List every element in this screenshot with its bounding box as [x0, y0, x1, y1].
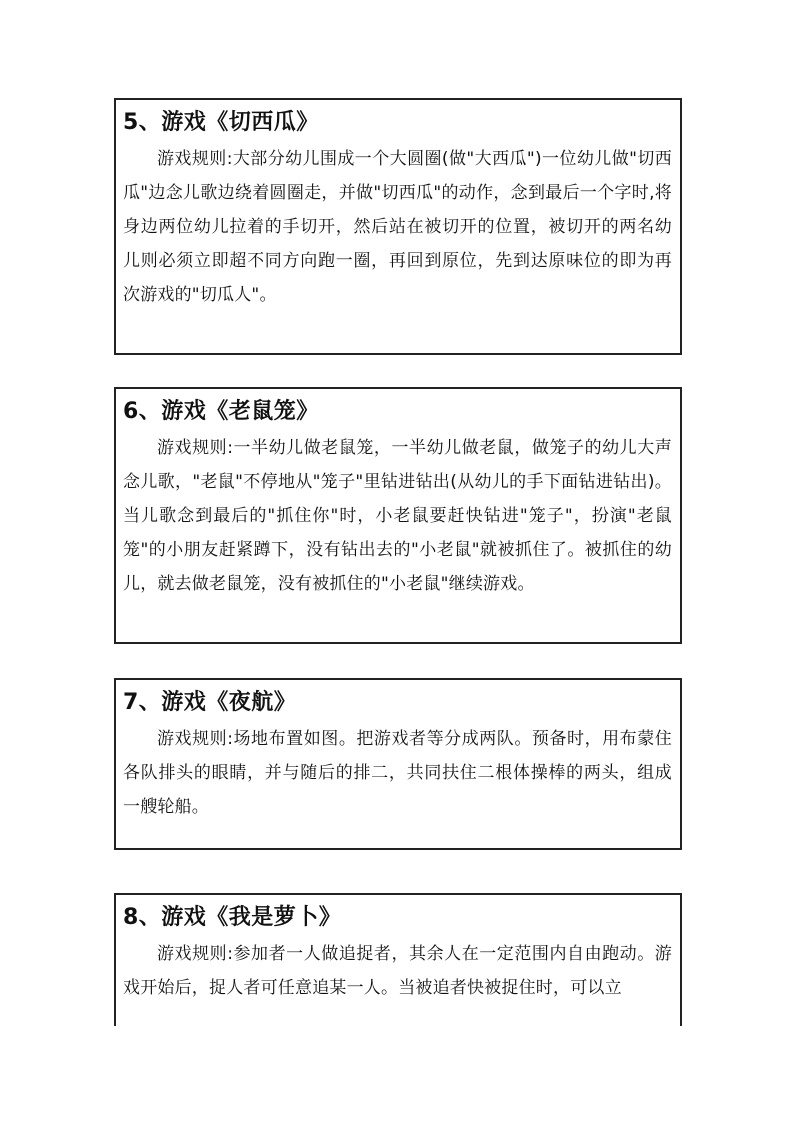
- section-title: 7、游戏《夜航》: [123, 690, 297, 715]
- section-body: 游戏规则:一半幼儿做老鼠笼，一半幼儿做老鼠，做笼子的幼儿大声念儿歌，"老鼠"不停地从"笼子"里钻进钻出(从幼儿的手下面钻进钻出)。当儿歌念到最后的"抓住你"时，小老鼠要赶快钻进"笼子"，扮演"老鼠笼"的小朋友赶紧蹲下，没有钻出去的"小老鼠"就被抓住了。被抓住的幼儿，就去做老鼠笼，没有被抓住的"小老鼠"继续游戏。: [123, 438, 672, 594]
- section-title: 6、游戏《老鼠笼》: [123, 399, 319, 424]
- game-section-8: [114, 893, 682, 1026]
- game-section-5: [114, 98, 682, 355]
- game-section-7: [114, 678, 682, 850]
- section-body: 游戏规则:场地布置如图。把游戏者等分成两队。预备时，用布蒙住各队排头的眼睛，并与随后的排二，共同扶住二根体操棒的两头，组成一艘轮船。: [123, 729, 672, 817]
- section-body: 游戏规则:参加者一人做追捉者，其余人在一定范围内自由跑动。游戏开始后，捉人者可任意追某一人。当被追者快被捉住时，可以立: [123, 944, 672, 998]
- game-section-6: [114, 387, 682, 644]
- section-title: 8、游戏《我是萝卜》: [123, 905, 342, 930]
- section-title: 5、游戏《切西瓜》: [123, 110, 319, 135]
- section-body: 游戏规则:大部分幼儿围成一个大圆圈(做"大西瓜")一位幼儿做"切西瓜"边念儿歌边绕着圆圈走，并做"切西瓜"的动作，念到最后一个字时,将身边两位幼儿拉着的手切开，然后站在被切开的位置，被切开的两名幼儿则必须立即超不同方向跑一圈，再回到原位，先到达原味位的即为再次游戏的"切瓜人"。: [123, 149, 672, 305]
